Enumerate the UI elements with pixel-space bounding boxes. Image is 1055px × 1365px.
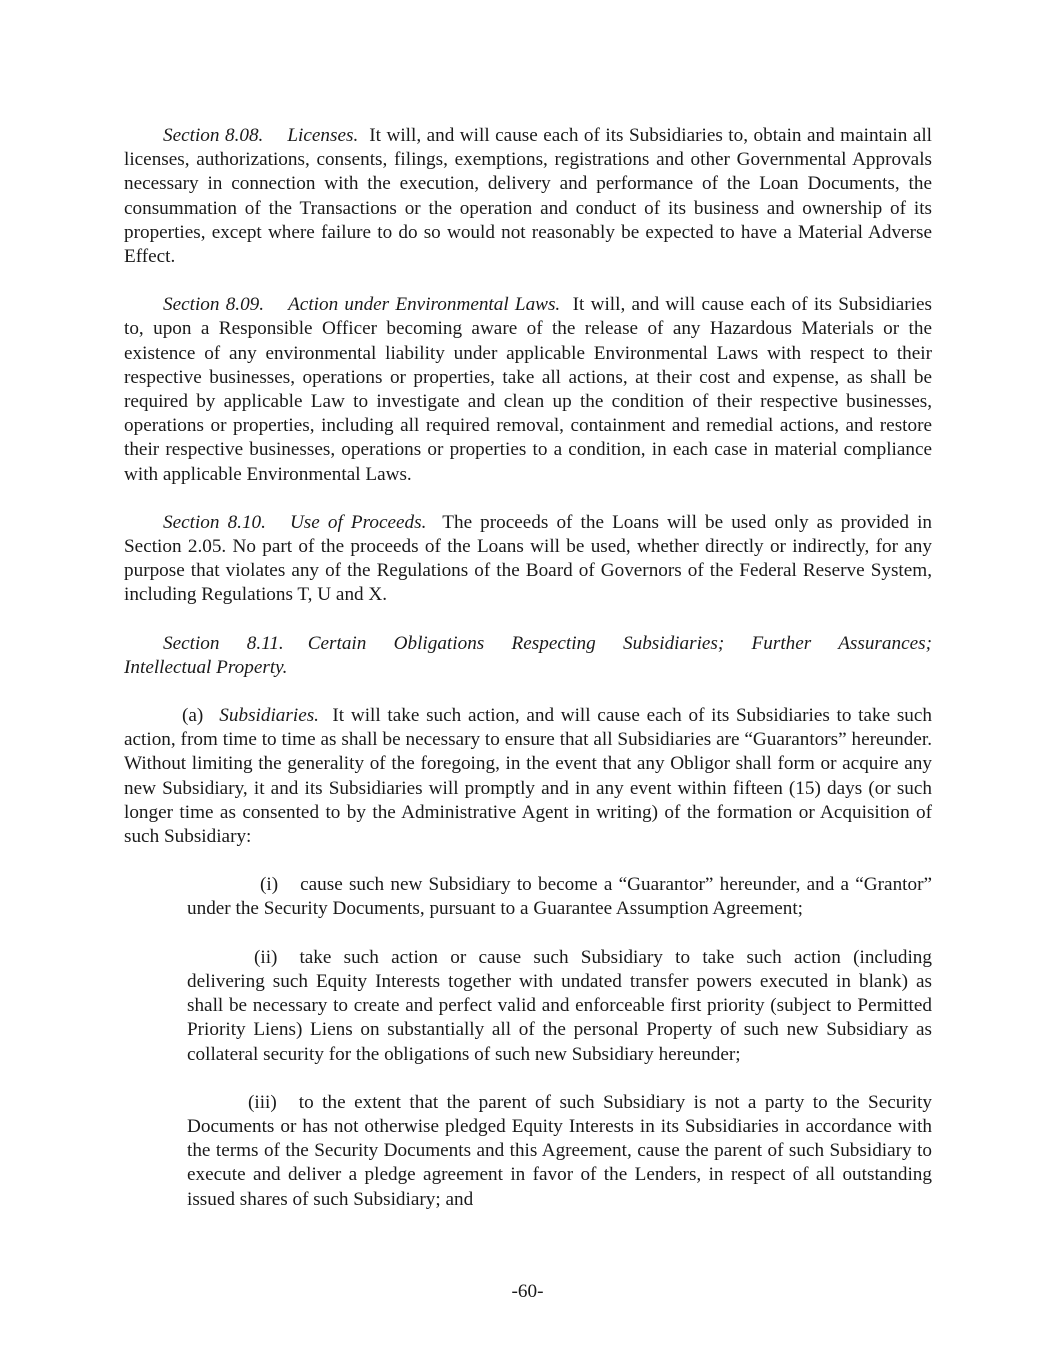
subsection-label: (a) <box>182 705 204 727</box>
section-body: It will, and will cause each of its Subsidiaries to, upon a Responsible Officer becoming aware of the release of any Hazardous Materials or the existence of any environmental liability under applicable Environmental Laws with respect to their respective businesses, operations or properties, take all actions, at their cost and expense, as shall be required by applicable Law to investigate and clean up the condition of their respective businesses, operations or properties, including all required removal, containment and remedial actions, and restore their respective businesses, operations or properties to a condition, in each case in material compliance with applicable Environmental Laws. <box>124 294 932 485</box>
section-title-continued: Intellectual Property. <box>124 656 288 678</box>
list-item-i <box>187 873 932 921</box>
section-8-11-heading <box>124 632 932 656</box>
section-number: Section 8.10. <box>163 511 266 533</box>
item-text: take such action or cause such Subsidiary to take such action (including delivering such Equity Interests together with undated transfer powers executed in blank) as shall be necessary to create and perfect valid and enforceable first priority (subject to Permitted Priority Liens) Liens on substantially all of the personal Property of such new Subsidiary as collateral security for the obligations of such new Subsidiary hereunder; <box>187 946 932 1065</box>
section-body: It will, and will cause each of its Subsidiaries to, obtain and maintain all licenses, authorizations, consents, filings, exemptions, registrations and other Governmental Approvals necessary in connection with the execution, delivery and performance of the Loan Documents, the consummation of the Transactions or the operation and conduct of its business and ownership of its properties, except where failure to do so would not reasonably be expected to have a Material Adverse Effect. <box>124 125 932 268</box>
section-body: The proceeds of the Loans will be used only as provided in Section 2.05. No part of the proceeds of the Loans will be used, whether directly or indirectly, for any purpose that violates any of the Regulations of the Board of Governors of the Federal Reserve System, including Regulations T, U and X. <box>124 511 932 606</box>
item-label: (ii) <box>254 946 278 968</box>
section-8-11-heading-line2 <box>124 656 932 680</box>
section-8-10 <box>124 511 932 608</box>
page-number: -60- <box>511 1281 544 1302</box>
section-title: Use of Proceeds. <box>289 511 427 533</box>
section-8-09 <box>124 293 932 487</box>
section-number: Section 8.08. <box>163 125 264 146</box>
list-item-ii <box>187 946 932 1067</box>
subsection-body: It will take such action, and will cause each of its Subsidiaries to take such action, from time to time as shall be necessary to ensure that all Subsidiaries are “Guarantors” hereunder. Without limiting the generality of the foregoing, in the event that any Obligor shall form or acquire any new Subsidiary, it and its Subsidiaries will promptly and in any event within fifteen (15) days (or such longer time as consented to by the Administrative Agent in writing) of the formation or Acquisition of such Subsidiary: <box>124 705 932 848</box>
item-text: to the extent that the parent of such Subsidiary is not a party to the Security Documents or has not otherwise pledged Equity Interests in its Subsidiaries in accordance with the terms of the Security Documents and this Agreement, cause the parent of such Subsidiary to execute and deliver a pledge agreement in favor of the Lenders, in respect of all outstanding issued shares of such Subsidiary; and <box>187 1091 932 1210</box>
section-title: Action under Environmental Laws. <box>288 294 561 316</box>
section-8-08 <box>124 124 932 269</box>
section-title: Licenses. <box>287 125 359 146</box>
item-text: cause such new Subsidiary to become a “Guarantor” hereunder, and a “Grantor” under the Security Documents, pursuant to a Guarantee Assumption Agreement; <box>187 874 932 920</box>
list-item-iii <box>187 1091 932 1212</box>
item-label: (i) <box>260 874 279 896</box>
section-number: Section 8.09. <box>163 294 265 316</box>
section-number: Section 8.11. <box>163 632 284 654</box>
document-page <box>124 124 932 1212</box>
subsection-title: Subsidiaries. <box>219 705 319 727</box>
section-title: Certain Obligations Respecting Subsidiaries; Further Assurances; <box>307 632 932 654</box>
subsection-a <box>124 704 932 849</box>
item-label: (iii) <box>248 1091 277 1113</box>
